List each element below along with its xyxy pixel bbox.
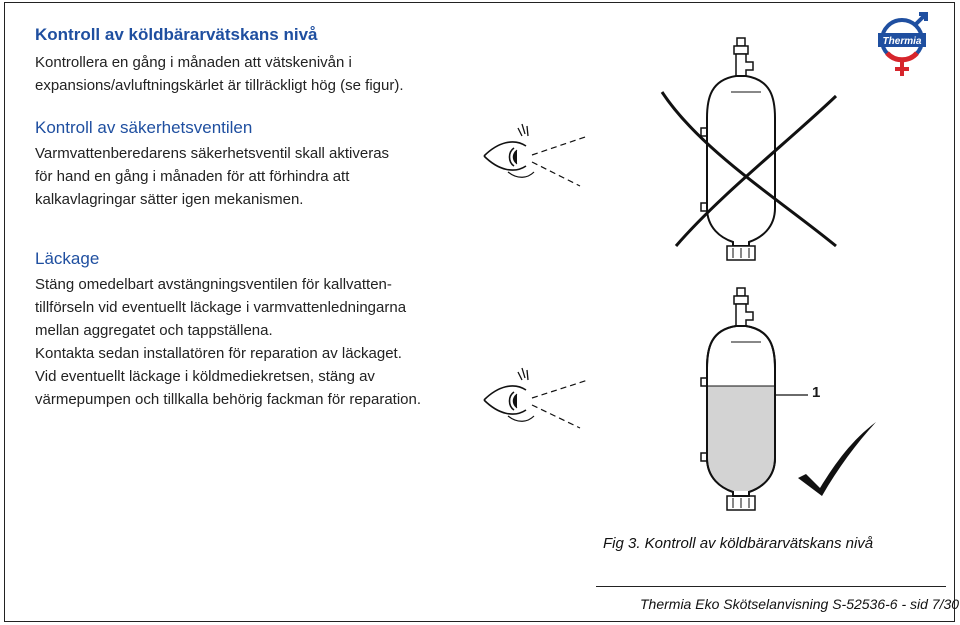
sight-line: [532, 405, 580, 428]
text-line: mellan aggregatet och tappställena.: [35, 322, 273, 339]
footer-text: Thermia Eko Skötselanvisning S-52536-6 - sid 7/30: [640, 596, 960, 612]
sight-line: [532, 136, 588, 155]
thermia-logo: [878, 14, 926, 76]
text-line: Stäng omedelbart avstängningsventilen för kallvatten-: [35, 276, 392, 293]
heading-fluid-level: Kontroll av köldbärarvätskans nivå: [35, 25, 318, 44]
figure-caption: Fig 3. Kontroll av köldbärarvätskans nivå: [603, 535, 874, 552]
eye-icon: [484, 368, 534, 421]
text-line: för hand en gång i månaden för att förhindra att: [35, 168, 350, 185]
eye-icon: [484, 124, 534, 177]
text-line: tillförseln vid eventuellt läckage i varmvattenledningarna: [35, 299, 407, 316]
text-line: värmepumpen och tillkalla behörig fackman för reparation.: [35, 391, 422, 408]
text-line: Varmvattenberedarens säkerhetsventil skall aktiveras: [35, 145, 390, 162]
text-line: expansions/avluftningskärlet är tillräckligt hög (se figur).: [35, 77, 404, 94]
callout-number: 1: [812, 384, 821, 401]
text-line: kalkavlagringar sätter igen mekanismen.: [35, 191, 304, 208]
text-line: Kontrollera en gång i månaden att vätskenivån i: [35, 54, 352, 71]
liquid-level: [708, 386, 774, 491]
checkmark-icon: [798, 422, 876, 496]
heading-leakage: Läckage: [35, 249, 100, 268]
sight-line: [532, 162, 580, 186]
heading-safety-valve: Kontroll av säkerhetsventilen: [35, 118, 253, 137]
text-line: Kontakta sedan installatören för reparation av läckaget.: [35, 345, 402, 362]
footer-divider: [596, 586, 946, 587]
sight-line: [532, 380, 588, 398]
text-line: Vid eventuellt läckage i köldmediekretsen, stäng av: [35, 368, 375, 385]
expansion-tank-icon: [701, 288, 775, 510]
logo-text: Thermia: [882, 36, 922, 47]
